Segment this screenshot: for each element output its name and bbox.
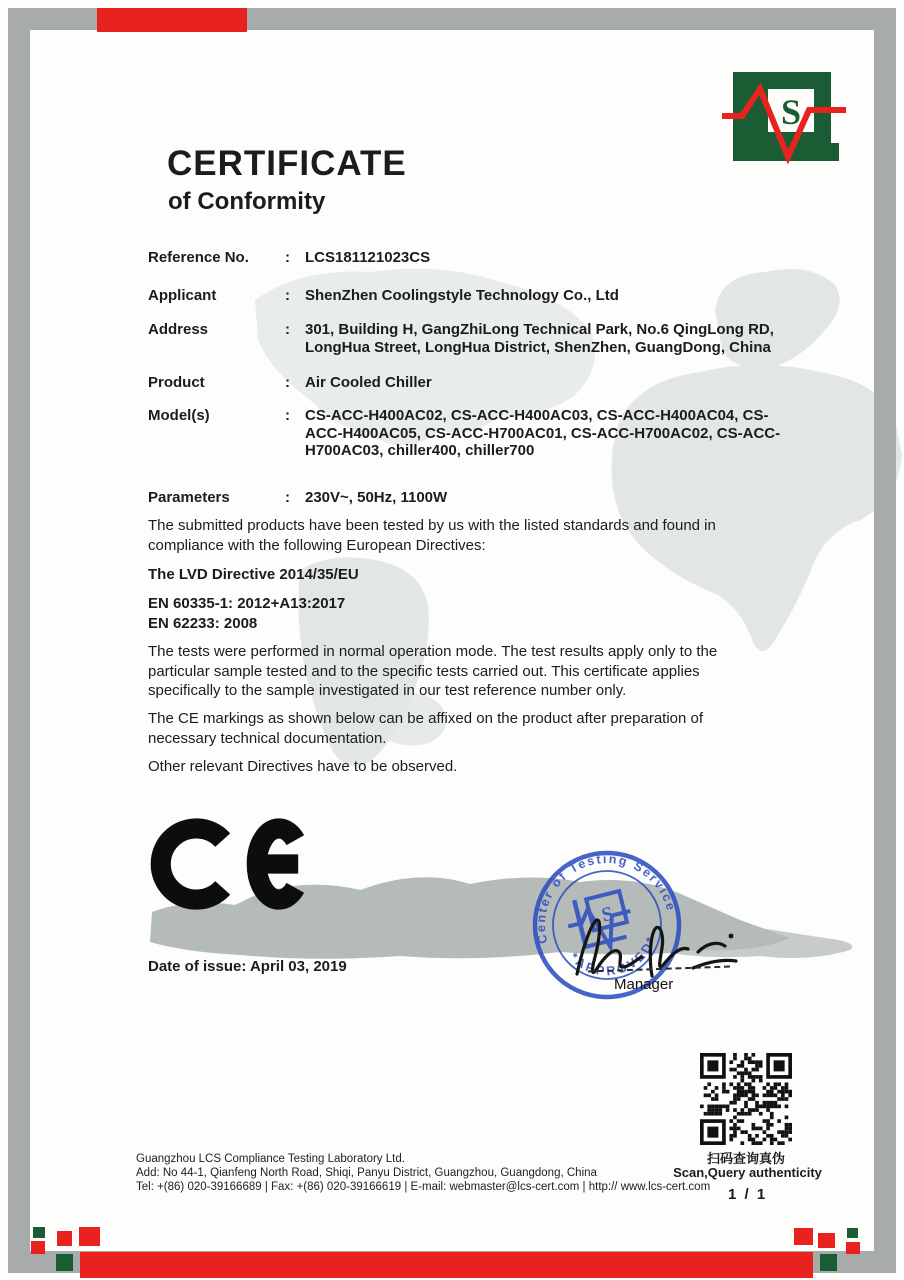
certificate-subtitle: of Conformity (168, 188, 326, 215)
stamp-center-letter: S (599, 902, 616, 927)
qr-caption-english: Scan,Query authenticity (673, 1165, 822, 1180)
field-colon: : (285, 489, 290, 506)
bottom-right-red-square-3 (846, 1242, 860, 1254)
page-indicator: 1 / 1 (728, 1186, 768, 1203)
bottom-right-red-square-2 (818, 1233, 835, 1248)
bottom-right-green-square-1 (847, 1228, 858, 1238)
field-value: 230V~, 50Hz, 1100W (305, 489, 448, 506)
paragraph-tests-note: The tests were performed in normal operation mode. The test results apply only to the particular sample tested and to the specific tests carried out. This certificate applies specifically to the sample investigated in our test reference number only. (148, 643, 718, 699)
field-label: Product (148, 374, 205, 391)
bottom-left-red-square-2 (57, 1231, 72, 1246)
footer-company: Guangzhou LCS Compliance Testing Laboratory Ltd. (136, 1153, 405, 1165)
field-label: Applicant (148, 287, 217, 304)
top-red-registration-bar (97, 8, 247, 32)
paragraph-directive: The LVD Directive 2014/35/EU (148, 566, 359, 583)
bottom-left-red-square-3 (79, 1227, 100, 1246)
stamp-ring-text-top: Center of Testing Service (533, 851, 679, 945)
bottom-red-registration-bar (80, 1252, 813, 1278)
lcs-logo (698, 58, 870, 180)
bottom-right-green-square-2 (820, 1254, 837, 1271)
paragraph-intro: The submitted products have been tested by us with the listed standards and found in compliance with the following European Directives: (148, 517, 716, 554)
field-row-product (148, 374, 783, 392)
field-value: ShenZhen Coolingstyle Technology Co., Ltd (305, 287, 619, 304)
paragraph-other-note: Other relevant Directives have to be observed. (148, 758, 458, 775)
standard-line-2: EN 62233: 2008 (148, 615, 258, 632)
signer-title: Manager (614, 976, 674, 993)
field-value: CS-ACC-H400AC02, CS-ACC-H400AC03, CS-ACC-H400AC04, CS-ACC-H400AC05, CS-ACC-H700AC01, CS-ACC-H700AC02, CS-ACC-H700AC03, chiller400, chiller700 (305, 407, 781, 459)
stamp-ring-text-bottom: *APPROVED* (566, 932, 659, 979)
field-row-address (148, 321, 783, 356)
scan-frame-left (8, 8, 30, 1273)
field-colon: : (285, 287, 290, 304)
qr-caption-chinese: 扫码查询真伪 (706, 1151, 785, 1166)
qr-code (700, 1053, 792, 1145)
footer-contacts: Tel: +(86) 020-39166689 | Fax: +(86) 020-39166619 | E-mail: webmaster@lcs-cert.com | http:// www.lcs-cert.com (136, 1181, 711, 1193)
field-value: Air Cooled Chiller (305, 374, 432, 391)
field-colon: : (285, 249, 290, 266)
field-colon: : (285, 374, 290, 391)
field-colon: : (285, 407, 290, 424)
field-row-models (148, 407, 783, 460)
bottom-right-red-square-1 (794, 1228, 813, 1245)
lcs-logo-letter: S (780, 92, 802, 132)
field-row-applicant (148, 287, 783, 305)
field-label: Parameters (148, 489, 230, 506)
field-label: Address (148, 321, 209, 338)
field-label: Model(s) (148, 407, 210, 424)
scan-frame-right (874, 8, 896, 1273)
paragraph-ce-note: The CE markings as shown below can be affixed on the product after preparation of necessary technical documentation. (148, 710, 704, 747)
ce-mark (146, 814, 310, 914)
certificate-title: CERTIFICATE (167, 144, 407, 183)
footer-address: Add: No 44-1, Qianfeng North Road, Shiqi, Panyu District, Guangzhou, Guangdong, China (136, 1167, 597, 1179)
field-label: Reference No. (148, 249, 249, 266)
bottom-left-red-square-1 (31, 1241, 45, 1254)
field-row-parameters (148, 489, 783, 507)
standard-line-1: EN 60335-1: 2012+A13:2017 (148, 595, 346, 612)
bottom-left-green-square-2 (56, 1254, 73, 1271)
field-row-reference (148, 249, 783, 267)
date-of-issue: Date of issue: April 03, 2019 (148, 958, 347, 975)
field-colon: : (285, 321, 290, 338)
field-value: LCS181121023CS (305, 249, 431, 266)
field-value: 301, Building H, GangZhiLong Technical Park, No.6 QingLong RD, LongHua Street, LongHua District, ShenZhen, GuangDong, China (305, 321, 774, 356)
bottom-left-green-square-1 (33, 1227, 45, 1238)
